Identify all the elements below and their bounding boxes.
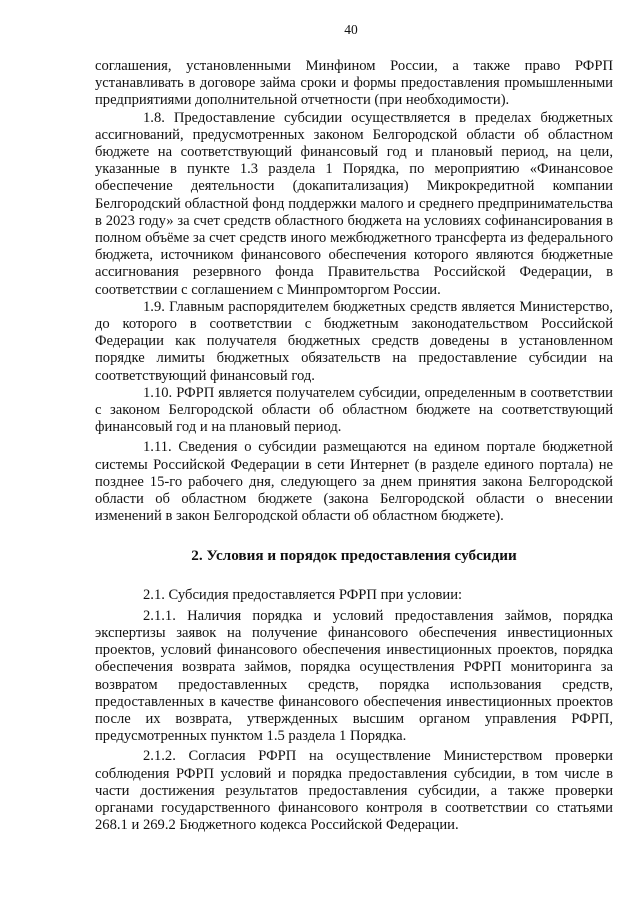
paragraph-2-1: 2.1. Субсидия предоставляется РФРП при условии:: [143, 587, 463, 604]
paragraph-2-1-2: 2.1.2. Согласия РФРП на осуществление Министерством проверки соблюдения РФРП условий и порядка предоставления субсидии, в том числе в части достижения результатов предоставления субсидии, а также проверки органами государственного финансового контроля в соответствии со статьями 268.1 и 269.2 Бюджетного кодекса Российской Федерации.: [95, 748, 613, 834]
section-title: 2. Условия и порядок предоставления субсидии: [191, 547, 517, 565]
paragraph-2-1-1: 2.1.1. Наличия порядка и условий предоставления займов, порядка экспертизы заявок на получение финансового обеспечения инвестиционных проектов, условий финансового обеспечения инвестиционных проектов, порядка обеспечения возврата займов, порядка осуществления РФРП мониторинга за возвратом предоставленных средств, порядка использования средств, предоставленных в качестве финансового обеспечения инвестиционных проектов после их возврата, утвержденных высшим органом управления РФРП, предусмотренных пунктом 1.5 раздела 1 Порядка.: [95, 607, 613, 745]
paragraph-1-9: 1.9. Главным распорядителем бюджетных средств является Министерство, до которого в соответствии с бюджетным законодательством Российской Федерации как получателя бюджетных средств доведены в установленном порядке лимиты бюджетных обязательств на предоставление субсидии на соответствующий финансовый год.: [95, 298, 613, 384]
paragraph-1-11: 1.11. Сведения о субсидии размещаются на едином портале бюджетной системы Российской Федерации в сети Интернет (в разделе единого портала) не позднее 15-го рабочего дня, следующего за днем принятия закона Белгородской области об областном бюджете (закона Белгородской области о внесении изменений в закон Белгородской области об областном бюджете).: [95, 439, 613, 525]
paragraph-1-8: 1.8. Предоставление субсидии осуществляется в пределах бюджетных ассигнований, предусмотренных законом Белгородской области об областном бюджете на соответствующий финансовый год и плановый период, на цели, указанные в пункте 1.3 раздела 1 Порядка, по мероприятию «Финансовое обеспечение деятельности (докапитализация) Микрокредитной компании Белгородский областной фонд поддержки малого и среднего предпринимательства в 2023 году» за счет средств областного бюджета на условиях софинансирования в полном объёме за счет средств иного межбюджетного трансферта из федерального бюджета, источником финансового обеспечения которого являются бюджетные ассигнования резервного фонда Правительства Российской Федерации, в соответствии с соглашением с Минпромторгом России.: [95, 109, 613, 298]
page-number: 40: [344, 22, 358, 37]
paragraph-1-10: 1.10. РФРП является получателем субсидии, определенным в соответствии с законом Белгородской области об областном бюджете на соответствующий финансовый год и на плановый период.: [95, 384, 613, 436]
paragraph-continuation: соглашения, установленными Минфином России, а также право РФРП устанавливать в договоре займа сроки и формы предоставления промышленными предприятиями дополнительной отчетности (при необходимости).: [95, 58, 613, 109]
